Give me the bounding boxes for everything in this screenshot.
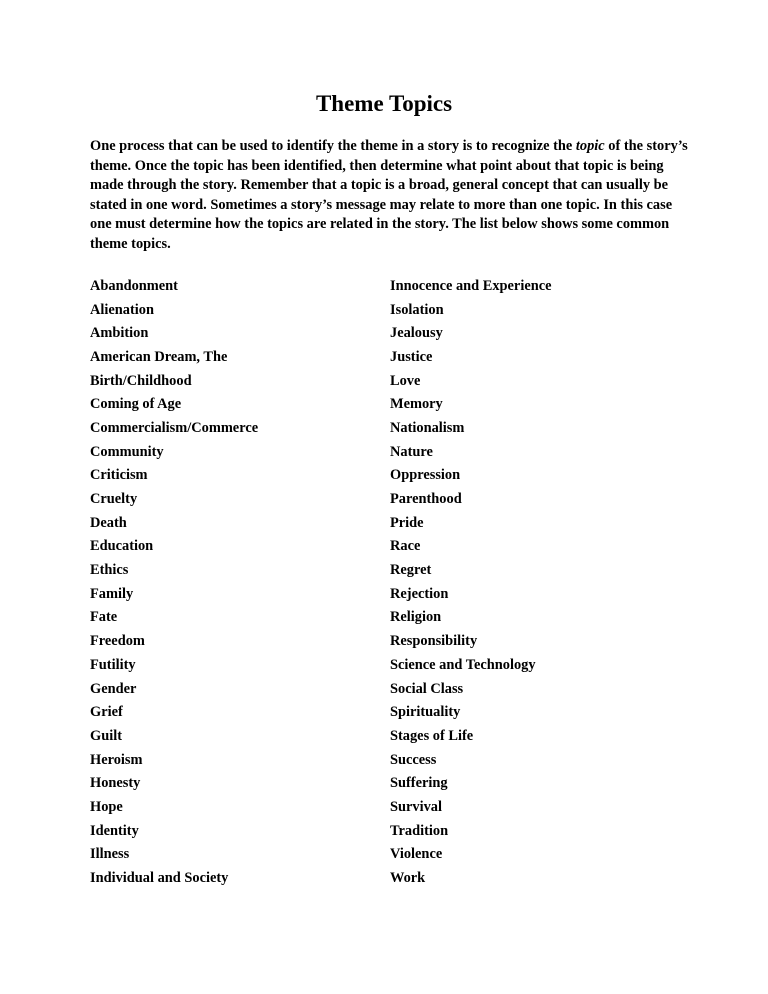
topic-row bbox=[90, 866, 690, 890]
topic-row bbox=[90, 653, 690, 677]
topic-item-left: Freedom bbox=[90, 633, 145, 650]
topic-item-left: Gender bbox=[90, 680, 137, 697]
topic-row bbox=[90, 771, 690, 795]
topic-item-right: Memory bbox=[390, 396, 443, 413]
page-title: Theme Topics bbox=[315, 91, 453, 116]
topic-row bbox=[90, 511, 690, 535]
topic-item-left: Guilt bbox=[90, 727, 122, 744]
topic-item-left: Honesty bbox=[90, 775, 141, 792]
intro-text-start: One process that can be used to identify the theme in a story is to recognize the bbox=[90, 138, 576, 154]
topic-item-right: Innocence and Experience bbox=[390, 277, 552, 294]
topic-row bbox=[90, 274, 690, 298]
topic-item-left: Coming of Age bbox=[90, 396, 182, 413]
topic-item-right: Violence bbox=[390, 846, 443, 863]
topic-item-right: Work bbox=[390, 870, 426, 887]
topic-row bbox=[90, 582, 690, 606]
topic-item-left: Death bbox=[90, 514, 127, 531]
topic-item-left: Cruelty bbox=[90, 491, 138, 508]
topic-item-right: Justice bbox=[390, 348, 433, 365]
topic-item-left: Abandonment bbox=[90, 277, 178, 294]
topic-row bbox=[90, 345, 690, 369]
topic-item-right: Science and Technology bbox=[390, 656, 536, 673]
topic-row bbox=[90, 440, 690, 464]
topic-item-left: Heroism bbox=[90, 751, 143, 768]
topic-item-left: American Dream, The bbox=[90, 348, 228, 365]
topic-item-left: Education bbox=[90, 538, 154, 555]
topic-item-right: Love bbox=[390, 372, 421, 389]
topic-item-right: Religion bbox=[390, 609, 442, 626]
topic-item-right: Pride bbox=[390, 514, 424, 531]
topic-row bbox=[90, 795, 690, 819]
topic-item-right: Jealousy bbox=[390, 325, 443, 342]
topic-item-right: Stages of Life bbox=[390, 727, 474, 744]
topic-item-left: Birth/Childhood bbox=[90, 372, 192, 389]
topic-item-right: Social Class bbox=[390, 680, 464, 697]
topic-row bbox=[90, 843, 690, 867]
intro-text-rest: of the story’s theme. Once the topic has been identified, then determine what point about that topic is being made through the story. Remember that a topic is a broad, general concept that can usually be stated in one word. Sometimes a story’s message may relate to more than one topic. In this case one must determine how the topics are related in the story. The list below shows some common theme topics. bbox=[90, 138, 688, 252]
topic-item-right: Spirituality bbox=[390, 704, 461, 721]
topic-item-right: Nature bbox=[390, 443, 433, 460]
topic-row bbox=[90, 487, 690, 511]
topic-item-left: Illness bbox=[90, 846, 130, 863]
intro-topic-emphasis: topic bbox=[575, 138, 605, 154]
topic-item-right: Suffering bbox=[390, 775, 448, 792]
topic-item-left: Grief bbox=[90, 704, 123, 721]
topic-item-left: Criticism bbox=[90, 467, 148, 484]
topic-row bbox=[90, 321, 690, 345]
topic-item-left: Ambition bbox=[90, 325, 149, 342]
topic-item-left: Commercialism/Commerce bbox=[90, 419, 259, 436]
topic-item-right: Success bbox=[390, 751, 437, 768]
topic-item-right: Rejection bbox=[390, 585, 449, 602]
topic-item-left: Fate bbox=[90, 609, 118, 626]
theme-topic-list bbox=[90, 274, 690, 890]
topic-item-left: Community bbox=[90, 443, 164, 460]
topic-row bbox=[90, 416, 690, 440]
topic-row bbox=[90, 724, 690, 748]
topic-item-right: Survival bbox=[390, 798, 442, 815]
intro-paragraph bbox=[90, 137, 690, 254]
topic-item-left: Futility bbox=[90, 656, 136, 673]
topic-item-left: Family bbox=[90, 585, 134, 602]
topic-row bbox=[90, 748, 690, 772]
topic-item-right: Isolation bbox=[390, 301, 444, 318]
topic-item-right: Race bbox=[390, 538, 421, 555]
topic-row bbox=[90, 606, 690, 630]
topic-item-right: Tradition bbox=[390, 822, 449, 839]
topic-row bbox=[90, 369, 690, 393]
topic-item-right: Nationalism bbox=[390, 419, 465, 436]
topic-row bbox=[90, 819, 690, 843]
topic-row bbox=[90, 700, 690, 724]
topic-row bbox=[90, 392, 690, 416]
topic-row bbox=[90, 629, 690, 653]
topic-item-left: Ethics bbox=[90, 562, 129, 579]
topic-row bbox=[90, 677, 690, 701]
topic-item-left: Identity bbox=[90, 822, 139, 839]
topic-row bbox=[90, 298, 690, 322]
topic-row bbox=[90, 535, 690, 559]
topic-item-right: Parenthood bbox=[390, 491, 462, 508]
topic-item-right: Oppression bbox=[390, 467, 461, 484]
topic-item-left: Alienation bbox=[90, 301, 154, 318]
topic-row bbox=[90, 464, 690, 488]
topic-row bbox=[90, 558, 690, 582]
topic-item-left: Hope bbox=[90, 798, 123, 815]
topic-item-right: Responsibility bbox=[390, 633, 478, 650]
topic-item-left: Individual and Society bbox=[90, 870, 229, 887]
topic-item-right: Regret bbox=[390, 562, 432, 579]
